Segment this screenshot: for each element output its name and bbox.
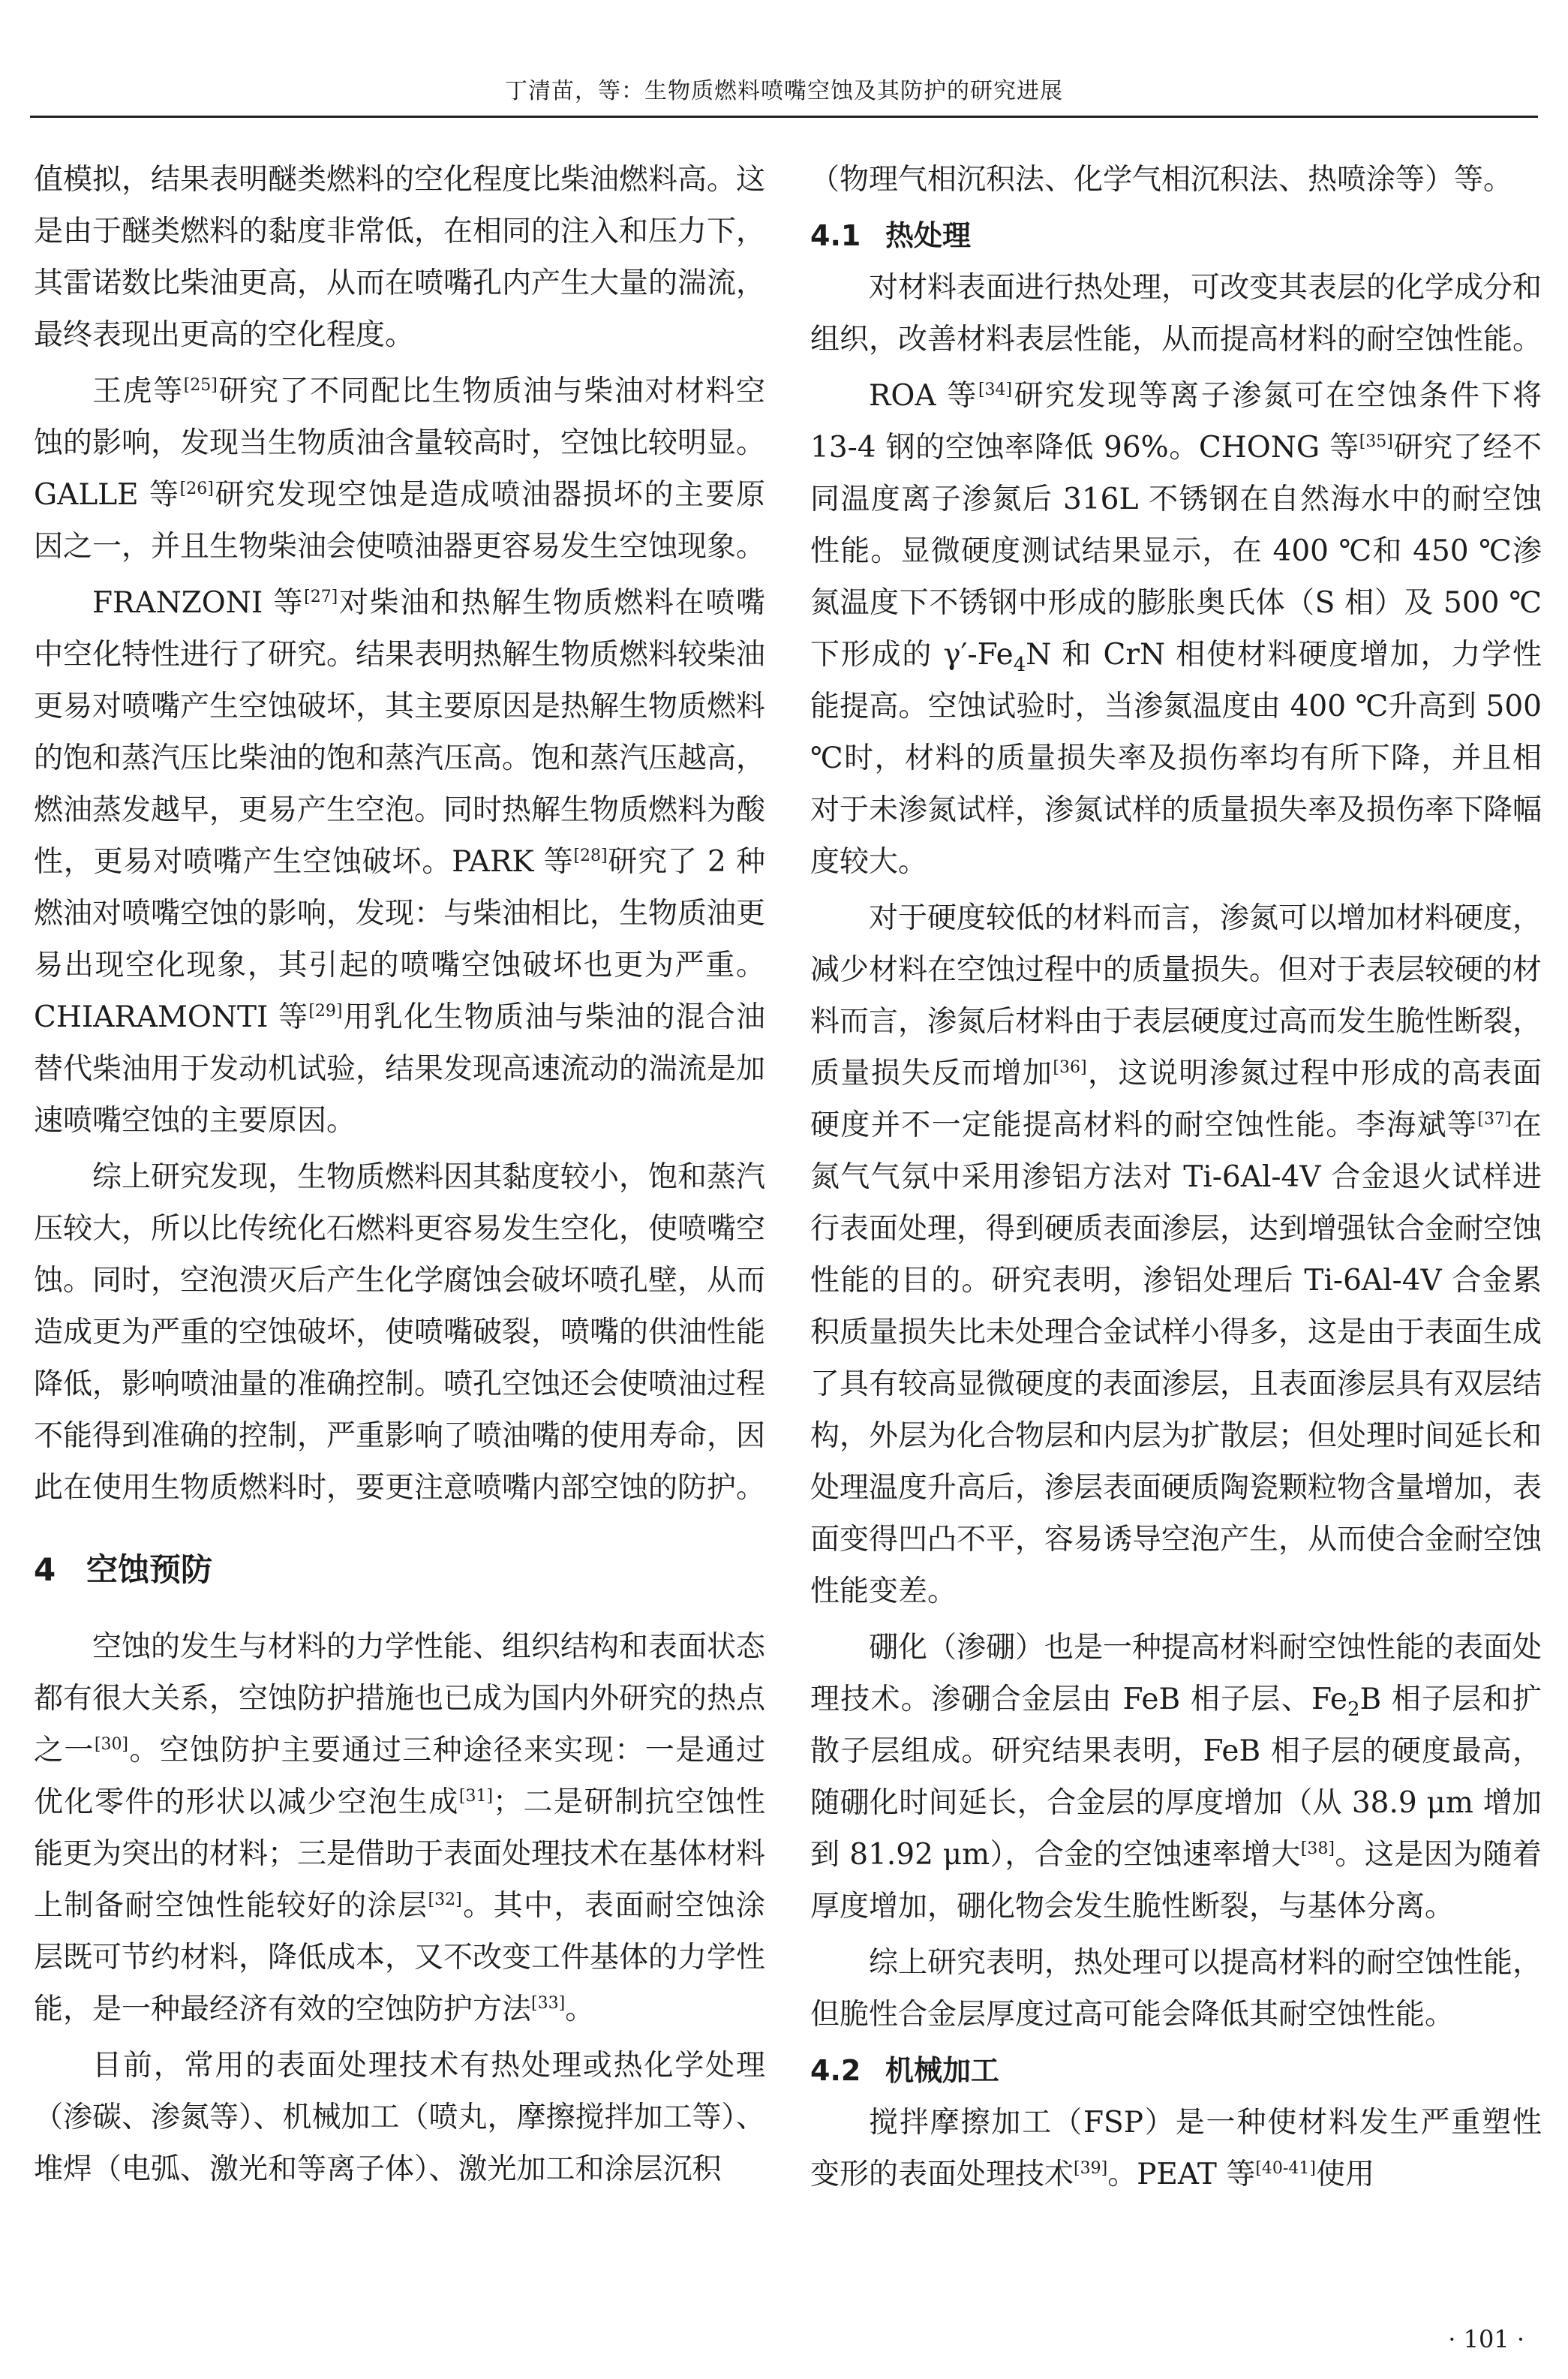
paragraph: 空蚀的发生与材料的力学性能、组织结构和表面状态都有很大关系，空蚀防护措施也已成为国内外研究的热点之一[30]。空蚀防护主要通过三种途径来实现：一是通过优化零件的形状以减少空泡生成[31]；二是研制抗空蚀性能更为突出的材料；三是借助于表面处理技术在基体材料上制备耐空蚀性能较好的涂层[32]。其中，表面耐空蚀涂层既可节约材料，降低成本，又不改变工件基体的力学性能，是一种最经济有效的空蚀防护方法[33]。 [34,1630,766,2026]
citation: [37] [1477,1110,1512,1129]
paragraph: （物理气相沉积法、化学气相沉积法、热喷涂等）等。 [810,163,1513,197]
paragraph: FRANZONI 等[27]对柴油和热解生物质燃料在喷嘴中空化特性进行了研究。结果表明热解生物质燃料较柴油更易对喷嘴产生空蚀破坏，其主要原因是热解生物质燃料的饱和蒸汽压比柴油的饱和蒸汽压高。饱和蒸汽压越高，燃油蒸发越早，更易产生空泡。同时热解生物质燃料为酸性，更易对喷嘴产生空蚀破坏。PARK 等[28]研究了 2 种燃油对喷嘴空蚀的影响，发现：与柴油相比，生物质油更易出现空化现象，其引起的喷嘴空蚀破坏也更为严重。CHIARAMONTI 等[29]用乳化生物质油与柴油的混合油替代柴油用于发动机试验，结果发现高速流动的湍流是加速喷嘴空蚀的主要原因。 [34,586,766,1138]
section-title: 空蚀预防 [86,1551,213,1588]
running-title: 丁清苗，等：生物质燃料喷嘴空蚀及其防护的研究进展 [505,78,1063,104]
subsection-heading [810,210,1542,262]
citation: [30] [94,1735,129,1754]
citation: [39] [1074,2159,1108,2178]
citation: [36] [1053,1058,1087,1077]
paragraph: 值模拟，结果表明醚类燃料的空化程度比柴油燃料高。这是由于醚类燃料的黏度非常低，在相同的注入和压力下，其雷诺数比柴油更高，从而在喷嘴孔内产生大量的湍流，最终表现出更高的空化程度。 [34,163,766,352]
paragraph: 硼化（渗硼）也是一种提高材料耐空蚀性能的表面处理技术。渗硼合金层由 FeB 相子层、$Fe_2B$ 相子层和扩散子层组成。研究结果表明，FeB 相子层的硬度最高，随硼化时间延长，合金层的厚度增加（从 38.9 μm 增加到 81.92 μm），合金的空蚀速率增大[38]。这是因为随着厚度增加，硼化物会发生脆性断裂，与基体分离。 [810,1631,1542,1923]
right-column [810,154,1542,2205]
citation: [33] [531,1994,566,2013]
paragraph: 目前，常用的表面处理技术有热处理或热化学处理（渗碳、渗氮等）、机械加工（喷丸，摩擦搅拌加工等）、堆焊（电弧、激光和等离子体）、激光加工和涂层沉积 [34,2049,766,2186]
citation: [32] [428,1890,462,1909]
citation: [26] [179,480,214,498]
citation: [25] [183,376,218,395]
header-rule [30,116,1538,118]
left-column [34,154,765,2200]
paragraph: 综上研究发现，生物质燃料因其黏度较小，饱和蒸汽压较大，所以比传统化石燃料更容易发生空化，使喷嘴空蚀。同时，空泡溃灭后产生化学腐蚀会破坏喷孔壁，从而造成更为严重的空蚀破坏，使喷嘴破裂，喷嘴的供油性能降低，影响喷油量的准确控制。喷孔空蚀还会使喷油过程不能得到准确的控制，严重影响了喷油嘴的使用寿命，因此在使用生物质燃料时，要更注意喷嘴内部空蚀的防护。 [34,1160,766,1505]
citation: [40-41] [1255,2159,1316,2178]
paragraph: 对材料表面进行热处理，可改变其表层的化学成分和组织，改善材料表层性能，从而提高材料的耐空蚀性能。 [810,271,1542,356]
citation: [35] [1359,432,1393,451]
citation: [38] [1300,1839,1335,1858]
paragraph: 搅拌摩擦加工（FSP）是一种使材料发生严重塑性变形的表面处理技术[39]。PEAT 等[40-41]使用 [810,2106,1542,2191]
paragraph: 综上研究表明，热处理可以提高材料的耐空蚀性能，但脆性合金层厚度过高可能会降低其耐空蚀性能。 [810,1946,1542,2032]
subsection-number: 4.2 [810,2054,861,2087]
section-heading [34,1544,765,1596]
section-number: 4 [34,1551,56,1588]
subsection-number: 4.1 [810,219,861,252]
subsection-title: 热处理 [885,219,972,252]
citation: [27] [304,588,338,606]
citation: [29] [308,1002,343,1021]
citation: [31] [458,1787,494,1806]
subscript: 2 [1347,1698,1360,1721]
citation: [34] [978,380,1013,399]
paragraph: 王虎等[25]研究了不同配比生物质油与柴油对材料空蚀的影响，发现当生物质油含量较高时，空蚀比较明显。GALLE 等[26]研究发现空蚀是造成喷油器损坏的主要原因之一，并且生物柴油会使喷油器更容易发生空蚀现象。 [34,374,766,564]
citation: [28] [573,847,608,865]
paragraph: ROA 等[34]研究发现等离子渗氮可在空蚀条件下将 13-4 钢的空蚀率降低 96%。CHONG 等[35]研究了经不同温度离子渗氮后 316L 不锈钢在自然海水中的耐空蚀性能。显微硬度测试结果显示，在 400 ℃和 450 ℃渗氮温度下不锈钢中形成的膨胀奥氏体（S 相）及 500 ℃下形成的 $\gamma'-Fe_4N$ 和 CrN 相使材料硬度增加，力学性能提高。空蚀试验时，当渗氮温度由 400 ℃升高到 500 ℃时，材料的质量损失率及损伤率均有所下降，并且相对于未渗氮试样，渗氮试样的质量损失率及损伤率下降幅度较大。 [810,379,1542,879]
paragraph: 对于硬度较低的材料而言，渗氮可以增加材料硬度，减少材料在空蚀过程中的质量损失。但对于表层较硬的材料而言，渗氮后材料由于表层硬度过高而发生脆性断裂，质量损失反而增加[36]，这说明渗氮过程中形成的高表面硬度并不一定能提高材料的耐空蚀性能。李海斌等[37]在氮气气氛中采用渗铝方法对 Ti-6Al-4V 合金退火试样进行表面处理，得到硬质表面渗层，达到增强钛合金耐空蚀性能的目的。研究表明，渗铝处理后 Ti-6Al-4V 合金累积质量损失比未处理合金试样小得多，这是由于表面生成了具有较高显微硬度的表面渗层，且表面渗层具有双层结构，外层为化合物层和内层为扩散层；但处理时间延长和处理温度升高后，渗层表面硬质陶瓷颗粒物含量增加，表面变得凹凸不平，容易诱导空泡产生，从而使合金耐空蚀性能变差。 [810,901,1542,1608]
subsection-title: 机械加工 [885,2054,1000,2087]
subscript: 4 [1013,653,1026,676]
page-number: · 101 · [1448,2325,1524,2353]
subsection-heading [810,2045,1542,2097]
